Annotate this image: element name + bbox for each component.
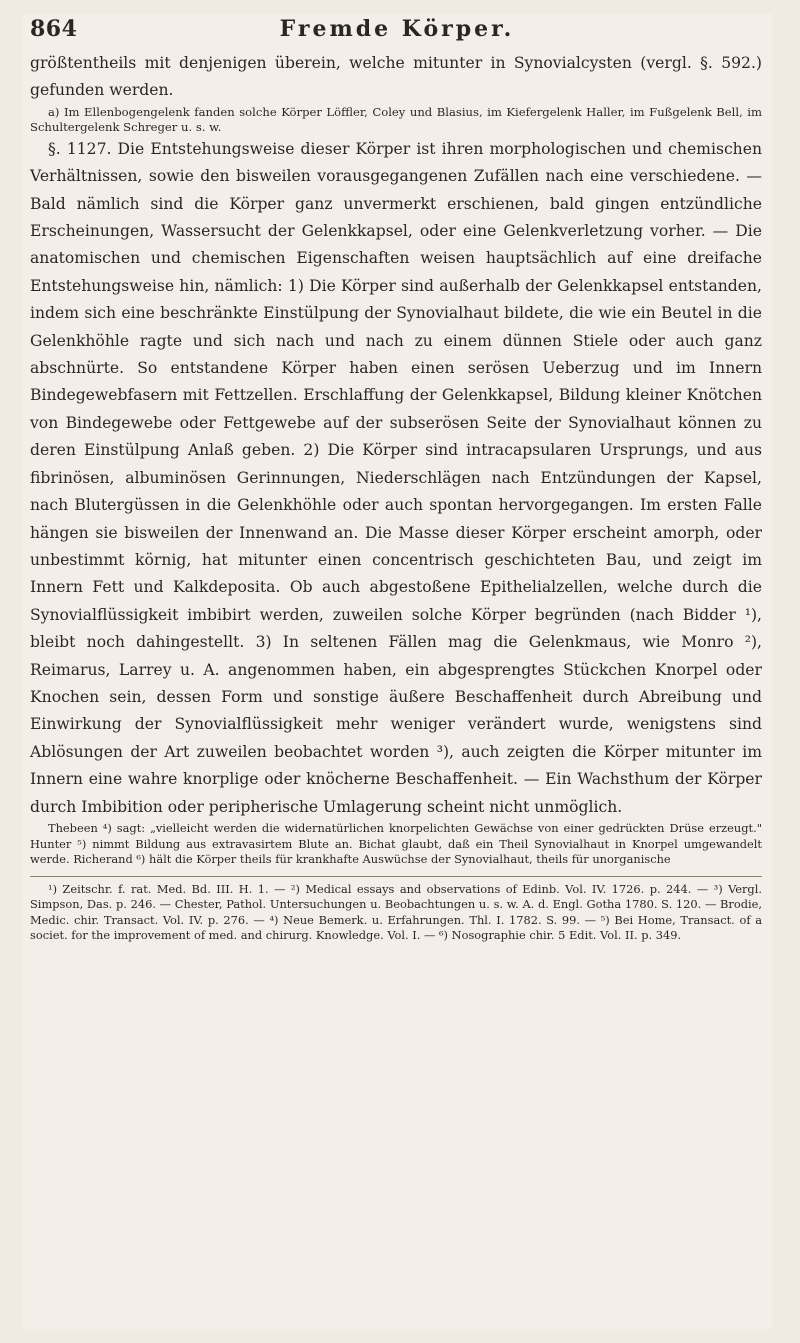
page-number: 864 bbox=[30, 16, 78, 42]
running-title: Fremde Körper. bbox=[279, 16, 515, 42]
footnotes-text: ¹) Zeitschr. f. rat. Med. Bd. III. H. 1. — ²) Medical essays and observations of Edinb. Vol. IV. 1726. p. 244. — ³) Vergl. Simpson, Das. p. 246. — Chester, Pathol. Untersuchungen u. Beobachtungen u. s. w. A. d. Engl. Gotha 1780. S. 120. — Brodie, Medic. chir. Transact. Vol. IV. p. 276. — ⁴) Neue Bemerk. u. Erfahrungen. Thl. I. 1782. S. 99. — ⁵) Bei Home, Transact. of a societ. for the improvement of med. and chirurg. Knowledge. Vol. I. — ⁶) Nosographie chir. 5 Edit. Vol. II. p. 349. bbox=[30, 881, 762, 943]
footnotes bbox=[30, 876, 762, 944]
intro-paragraph: größtentheils mit denjenigen überein, welche mitunter in Synovialcysten (vergl. §. 592.) gefunden werden. bbox=[30, 54, 762, 100]
page-header bbox=[22, 14, 772, 44]
main-text bbox=[22, 50, 772, 944]
section-1127-paragraph: §. 1127. Die Entstehungsweise dieser Körper ist ihren morphologischen und chemischen Verhältnissen, sowie den bisweilen vorausgegangenen Zufällen nach eine verschiedene. — Bald nämlich sind die Körper ganz unvermerkt erschienen, bald gingen entzündliche Erscheinungen, Wassersucht der Gelenkkapsel, oder eine Gelenkverletzung vorher. — Die anatomischen und chemischen Eigenschaften weisen hauptsächlich auf eine dreifache Entstehungsweise hin, nämlich: 1) Die Körper sind außerhalb der Gelenkkapsel entstanden, indem sich eine beschränkte Einstülpung der Synovialhaut bildete, die wie ein Beutel in die Gelenkhöhle ragte und sich nach und nach zu einem dünnen Stiele oder auch ganz abschnürte. So entstandene Körper haben einen serösen Ueberzug und im Innern Bindegewebfasern mit Fettzellen. Erschlaffung der Gelenkkapsel, Bildung kleiner Knötchen von Bindegewebe oder Fettgewebe auf der subserösen Seite der Synovialhaut können zu deren Einstülpung Anlaß geben. 2) Die Körper sind intracapsularen Ursprungs, und aus fibrinösen, albuminösen Gerinnungen, Niederschlägen nach Entzündungen der Kapsel, nach Blutergüssen in die Gelenkhöhle oder auch spontan hervorgegangen. Im ersten Falle hängen sie bisweilen der Innenwand an. Die Masse dieser Körper erscheint amorph, oder unbestimmt körnig, hat mitunter einen concentrisch geschichteten Bau, und zeigt im Innern Fett und Kalkdeposita. Ob auch abgestoßene Epithelialzellen, welche durch die Synovialflüssigkeit imbibirt werden, zuweilen solche Körper begründen (nach Bidder ¹), bleibt noch dahingestellt. 3) In seltenen Fällen mag die Gelenkmaus, wie Monro ²), Reimarus, Larrey u. A. angenommen haben, ein abgesprengtes Stückchen Knorpel oder Knochen sein, dessen Form und sonstige äußere Beschaffenheit durch Abreibung und Einwirkung der Synovialflüssigkeit mehr weniger verändert wurde, wenigstens sind Ablösungen der Art zuweilen beobachtet worden ³), auch zeigten die Körper mitunter im Innern eine wahre knorplige oder knöcherne Beschaffenheit. — Ein Wachsthum der Körper durch Imbibition oder peripherische Umlagerung scheint nicht unmöglich. bbox=[30, 139, 762, 816]
historical-note: Thebeen ⁴) sagt: „vielleicht werden die widernatürlichen knorpelichten Gewächse von einer gedrückten Drüse erzeugt." Hunter ⁵) nimmt Bildung aus extravasirtem Blute an. Bichat glaubt, daß ein Theil Synovialhaut in Knorpel umgewandelt werde. Richerand ⁶) hält die Körper theils für krankhafte Auswüchse der Synovialhaut, theils für unorganische bbox=[30, 820, 762, 867]
note-a: a) Im Ellenbogengelenk fanden solche Körper Löffler, Coley und Blasius, im Kiefergelenk Haller, im Fußgelenk Bell, im Schultergelenk Schreger u. s. w. bbox=[30, 104, 762, 135]
book-page bbox=[22, 14, 772, 1329]
